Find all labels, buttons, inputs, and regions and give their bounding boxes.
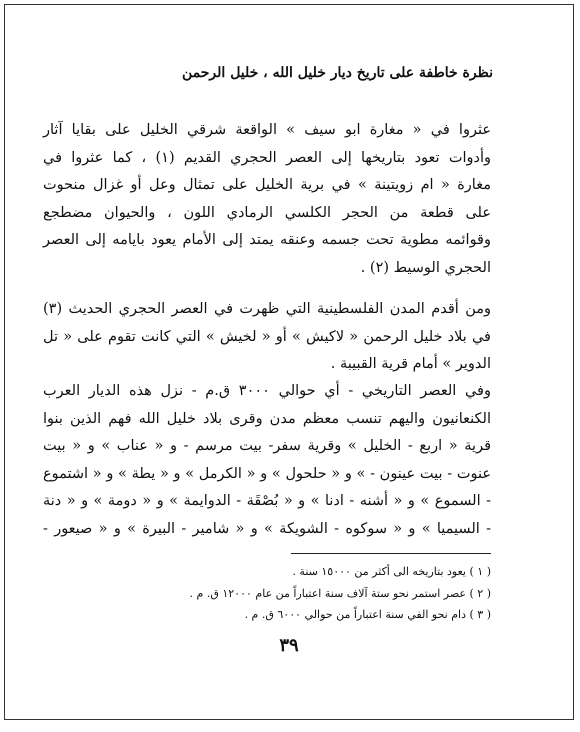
- text-line: - السموع » و « أشنه - ادنا » و « بُصْقَة - الدوايمة » و « دومة » و « دنة: [43, 493, 491, 509]
- footnote: ( ٣ ) دام نحو الفي سنة اعتباراً من حوالي ٦٠٠٠ ق. م .: [244, 608, 491, 621]
- paragraph-2: [43, 296, 491, 379]
- text-line: الحجري الوسيط (٢) .: [360, 259, 491, 276]
- text-line: وفي العصر التاريخي - أي حوالي ٣٠٠٠ ق.م - نزل هذه الديار العرب: [43, 383, 491, 399]
- text-line: في بلاد خليل الرحمن « لاكيش » أو « لخيش » التي كانت تقوم على « تل: [43, 328, 491, 345]
- text-line: وقوائمه مطوية تحت جسمه وعنقه يمتد إلى الأمام يعود بايامه إلى العصر: [43, 232, 491, 248]
- paragraph-3: [43, 378, 491, 543]
- text-line: وأدوات تعود بتاريخها إلى العصر الحجري القديم (١) ، كما عثروا في: [43, 149, 491, 166]
- text-line: - السيميا » و « سوكوه - الشويكة » و « شامير - البيرة » و « صيعور -: [43, 520, 491, 537]
- book-page: [4, 4, 574, 720]
- text-line: ومن أقدم المدن الفلسطينية التي ظهرت في العصر الحجري الحديث (٣): [43, 301, 491, 317]
- page-number: ٣٩: [279, 635, 299, 656]
- text-line: الدوير » أمام قرية القبيبة .: [330, 356, 491, 372]
- paragraph-1: [43, 117, 491, 282]
- text-line: عثروا في « مغارة ابو سيف » الواقعة شرقي الخليل على بقايا آثار: [43, 122, 491, 138]
- text-line: قرية « اربع - الخليل » وقرية سفر- بيت مرسم - و « عناب » و « بيت: [43, 438, 491, 454]
- text-line: على قطعة من الحجر الكلسي الرمادي اللون ، والحيوان مضطجع: [43, 204, 491, 221]
- running-header: نظرة خاطفة على تاريخ ديار خليل الله ، خليل الرحمن: [182, 65, 493, 81]
- footnote: ( ١ ) يعود بتاريخه الى أكثر من ١٥٠٠٠ سنة .: [292, 565, 491, 578]
- footnote-divider: [291, 553, 491, 554]
- footnotes: [155, 561, 491, 626]
- text-line: عنوت - بيت عينون - » و « حلحول » و « الكرمل » و « يطة » و « اشتموع: [43, 465, 491, 482]
- text-line: مغارة « ام زويتينة » في برية الخليل على تمثال وعل أو غزال منحوت: [43, 177, 491, 193]
- footnote: ( ٢ ) عصر استمر نحو ستة آلاف سنة اعتباراً من عام ١٢٠٠٠ ق. م .: [189, 586, 491, 600]
- text-line: الكنعانيون واليهم تنسب معظم مدن وقرى بلاد خليل الله فهم الذين بنوا: [43, 410, 491, 427]
